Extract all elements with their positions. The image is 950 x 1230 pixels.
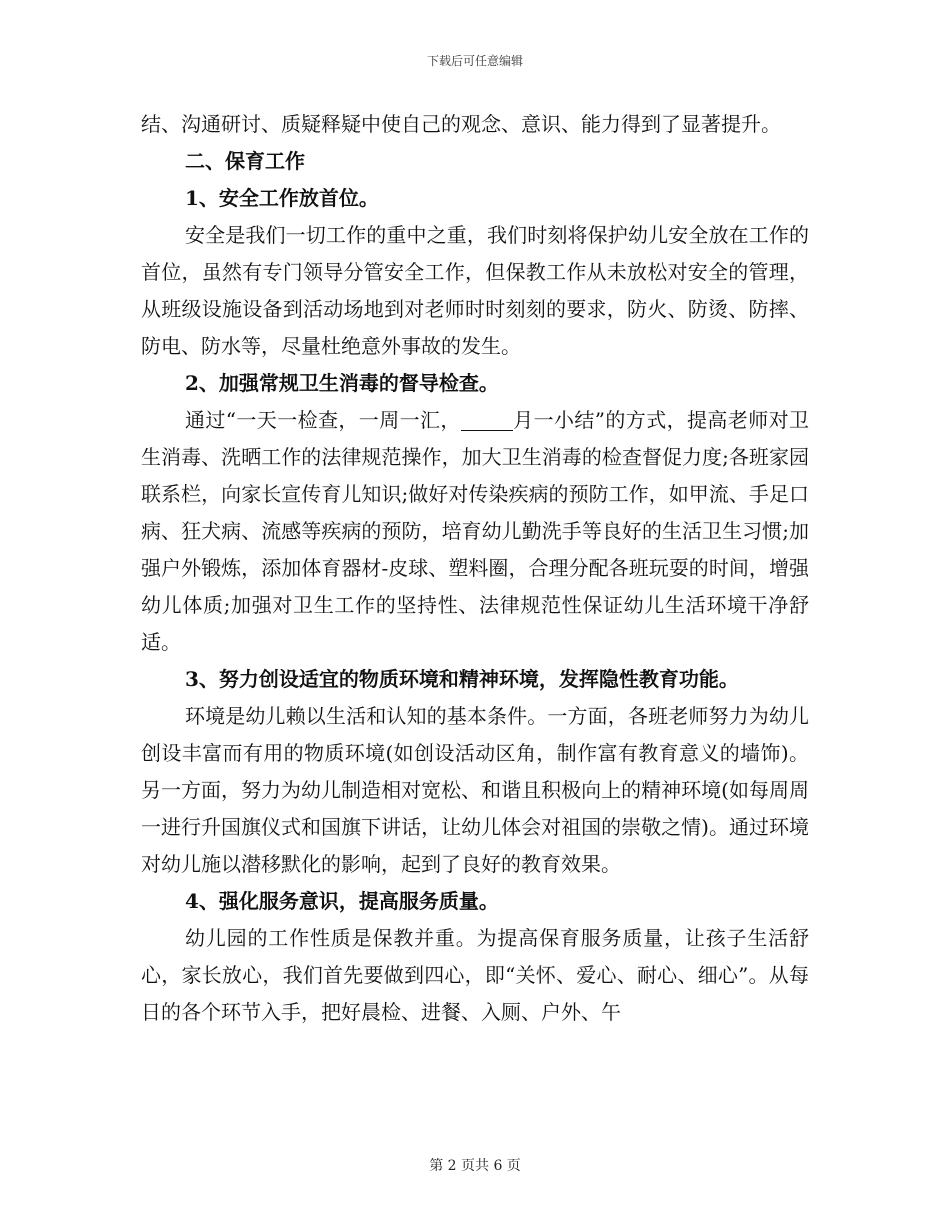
paragraph-service: 幼儿园的工作性质是保教并重。为提高保育服务质量，让孩子生活舒心，家长放心，我们首先要做到四心，即“关怀、爱心、耐心、细心”。从每日的各个环节入手，把好晨检、进餐、入厕、户外、午	[141, 926, 809, 1024]
fill-in-blank	[461, 410, 513, 431]
paragraph-continued: 结、沟通研讨、质疑释疑中使自己的观念、意识、能力得到了显著提升。	[141, 112, 781, 136]
subheading-hygiene: 2、加强常规卫生消毒的督导检查。	[185, 371, 499, 395]
paragraph-hygiene-part1: 通过“一天一检查，一周一汇，	[185, 408, 461, 432]
paragraph-hygiene	[141, 402, 809, 661]
subheading-environment: 3、努力创设适宜的物质环境和精神环境，发挥隐性教育功能。	[185, 667, 739, 691]
page-footer: 第 2 页共 6 页	[429, 1158, 521, 1174]
document-body	[141, 106, 809, 1031]
section-heading: 二、保育工作	[185, 149, 305, 173]
subheading-service: 4、强化服务意识，提高服务质量。	[185, 889, 499, 913]
page-header: 下载后可任意编辑	[426, 54, 523, 68]
subheading-safety: 1、安全工作放首位。	[185, 186, 379, 210]
paragraph-safety: 安全是我们一切工作的重中之重，我们时刻将保护幼儿安全放在工作的首位，虽然有专门领导分管安全工作，但保教工作从未放松对安全的管理，从班级设施设备到活动场地到对老师时时刻刻的要求，防火、防烫、防摔、防电、防水等，尽量杜绝意外事故的发生。	[141, 223, 809, 358]
paragraph-hygiene-part2: 月一小结”的方式，提高老师对卫生消毒、洗晒工作的法律规范操作，加大卫生消毒的检查督促力度;各班家园联系栏，向家长宣传育儿知识;做好对传染疾病的预防工作，如甲流、手足口病、狂犬病、流感等疾病的预防，培育幼儿勤洗手等良好的生活卫生习惯;加强户外锻炼，添加体育器材-皮球、塑料圈，合理分配各班玩耍的时间，增强幼儿体质;加强对卫生工作的坚持性、法律规范性保证幼儿生活环境干净舒适。	[141, 408, 809, 654]
paragraph-environment: 环境是幼儿赖以生活和认知的基本条件。一方面，各班老师努力为幼儿创设丰富而有用的物质环境(如创设活动区角，制作富有教育意义的墙饰)。另一方面，努力为幼儿制造相对宽松、和谐且积极向上的精神环境(如每周周一进行升国旗仪式和国旗下讲话，让幼儿体会对祖国的崇敬之情)。通过环境对幼儿施以潜移默化的影响，起到了良好的教育效果。	[141, 704, 809, 876]
